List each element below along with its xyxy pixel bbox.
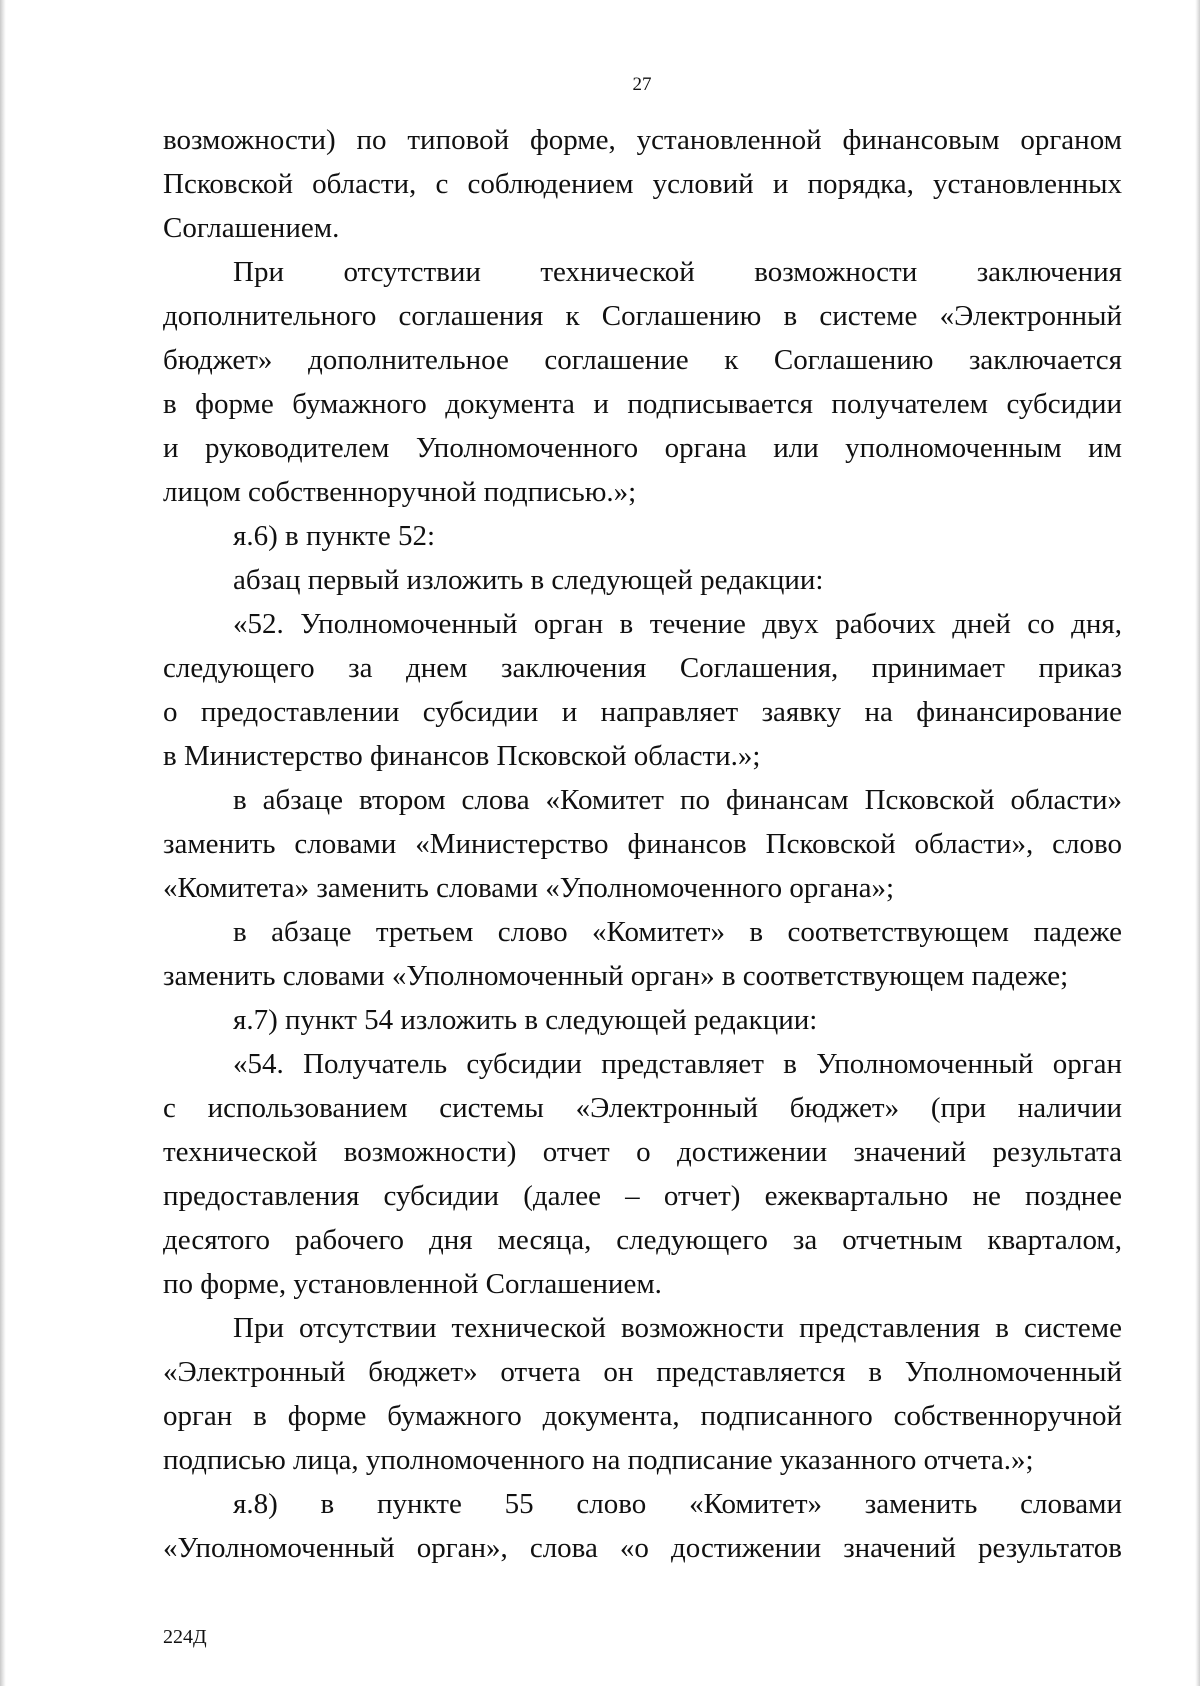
paragraph-7-line-2: заменить словами «Уполномоченный орган» в соответствующем падеже; (163, 960, 1069, 992)
paragraph-10-line-3: орган в форме бумажного документа, подписанного собственноручной (163, 1400, 1122, 1432)
scan-edge-right (1195, 0, 1200, 1686)
paragraph-9-line-2: с использованием системы «Электронный бюджет» (при наличии (163, 1092, 1122, 1124)
paragraph-2-line-4: в форме бумажного документа и подписывается получателем субсидии (163, 388, 1122, 420)
paragraph-2-line-5: и руководителем Уполномоченного органа или уполномоченным им (163, 432, 1122, 464)
paragraph-2-line-3: бюджет» дополнительное соглашение к Соглашению заключается (163, 344, 1122, 376)
paragraph-7-line-1: в абзаце третьем слово «Комитет» в соответствующем падеже (233, 916, 1122, 948)
paragraph-10-line-2: «Электронный бюджет» отчета он представляется в Уполномоченный (163, 1356, 1122, 1388)
paragraph-8-line-1: я.7) пункт 54 изложить в следующей редакции: (233, 1004, 818, 1036)
paragraph-9-line-5: десятого рабочего дня месяца, следующего за отчетным кварталом, (163, 1224, 1122, 1256)
footer-document-code: 224Д (163, 1626, 207, 1648)
document-body (163, 118, 1122, 1570)
page-number: 27 (632, 74, 652, 95)
paragraph-3-line-1: я.6) в пункте 52: (233, 520, 436, 552)
paragraph-9-line-1: «54. Получатель субсидии представляет в Уполномоченный орган (233, 1048, 1122, 1080)
paragraph-6-line-3: «Комитета» заменить словами «Уполномоченного органа»; (163, 872, 895, 904)
paragraph-10-line-4: подписью лица, уполномоченного на подписание указанного отчета.»; (163, 1444, 1034, 1476)
paragraph-11-line-1: я.8) в пункте 55 слово «Комитет» заменить словами (233, 1488, 1122, 1520)
paragraph-4-line-1: абзац первый изложить в следующей редакции: (233, 564, 824, 596)
paragraph-5-line-4: в Министерство финансов Псковской области.»; (163, 740, 761, 772)
paragraph-11-line-2: «Уполномоченный орган», слова «о достижении значений результатов (163, 1532, 1122, 1564)
paragraph-1-line-2: Псковской области, с соблюдением условий и порядка, установленных (163, 168, 1122, 200)
paragraph-5-line-1: «52. Уполномоченный орган в течение двух рабочих дней со дня, (233, 608, 1122, 640)
paragraph-2-line-1: При отсутствии технической возможности заключения (233, 256, 1122, 288)
paragraph-9-line-4: предоставления субсидии (далее – отчет) ежеквартально не позднее (163, 1180, 1122, 1212)
paragraph-9-line-6: по форме, установленной Соглашением. (163, 1268, 662, 1300)
paragraph-9-line-3: технической возможности) отчет о достижении значений результата (163, 1136, 1122, 1168)
paragraph-6-line-2: заменить словами «Министерство финансов Псковской области», слово (163, 828, 1122, 860)
paragraph-2-line-2: дополнительного соглашения к Соглашению в системе «Электронный (163, 300, 1122, 332)
paragraph-2-line-6: лицом собственноручной подписью.»; (163, 476, 637, 508)
paragraph-10-line-1: При отсутствии технической возможности представления в системе (233, 1312, 1122, 1344)
paragraph-1-line-3: Соглашением. (163, 212, 340, 244)
paragraph-5-line-2: следующего за днем заключения Соглашения, принимает приказ (163, 652, 1122, 684)
paragraph-5-line-3: о предоставлении субсидии и направляет заявку на финансирование (163, 696, 1122, 728)
paragraph-6-line-1: в абзаце втором слова «Комитет по финансам Псковской области» (233, 784, 1122, 816)
scan-edge-left (0, 0, 6, 1686)
paragraph-1-line-1: возможности) по типовой форме, установленной финансовым органом (163, 124, 1122, 156)
